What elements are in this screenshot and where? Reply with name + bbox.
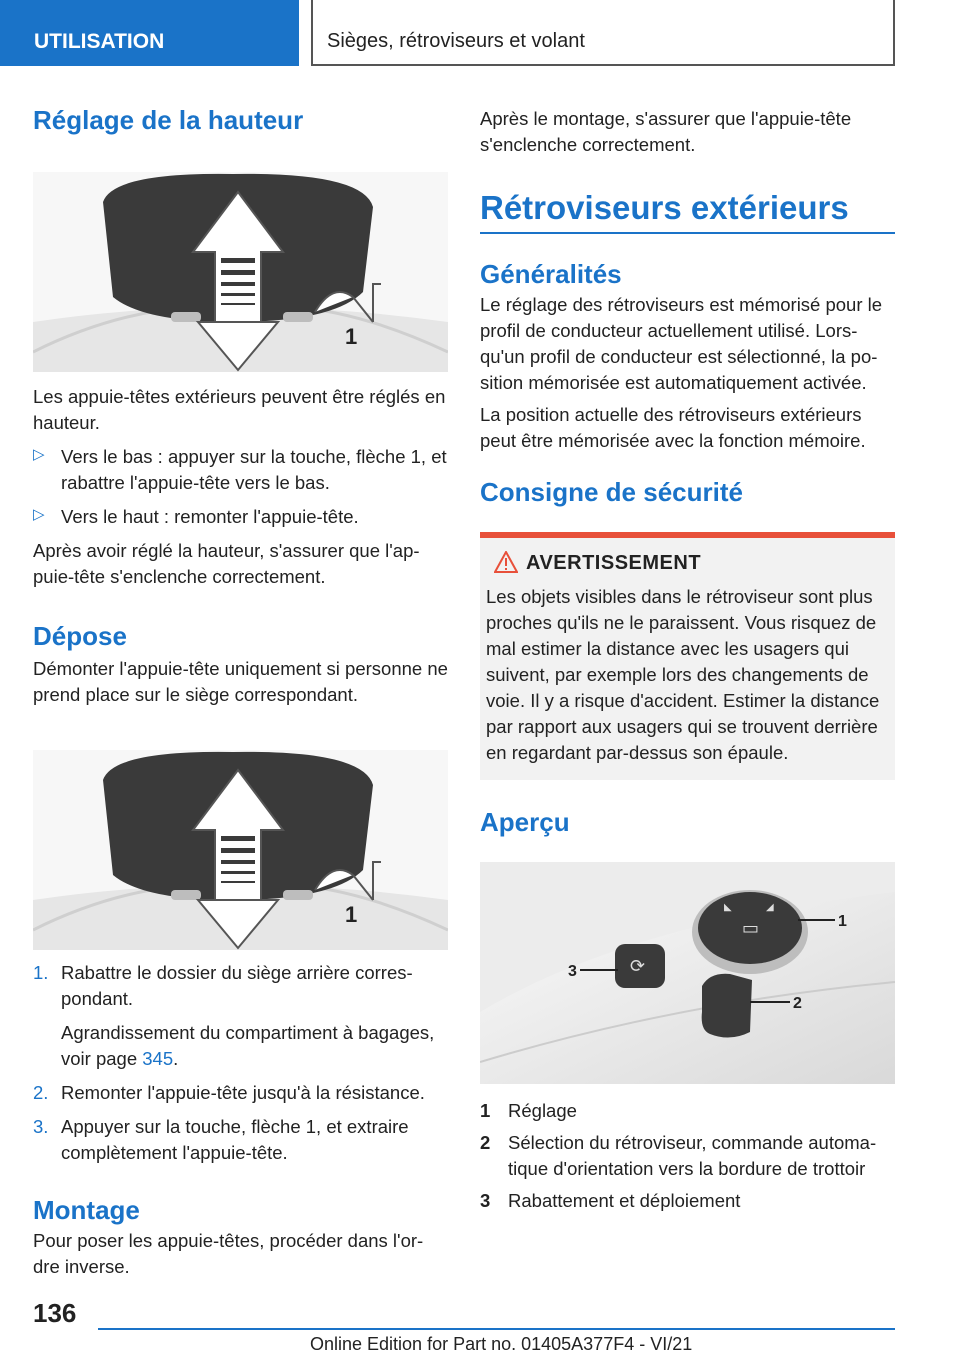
list-item: ▷ Vers le bas : appuyer sur la touche, flèche 1, et rabattre l'appuie-tête vers le bas. [33,446,447,493]
paragraph: Après avoir réglé la hauteur, s'assurer que l'ap-puie-tête s'enclenche correctement. [33,540,420,587]
mirror-controls-figure [480,862,895,1084]
paragraph: Le réglage des rétroviseurs est mémorisé pour le profil de conducteur actuellement utilisé. Lors-qu'un profil de conducteur est sélectionné, la po-sition mémorisée est automatiquement activée. [480,294,883,393]
svg-text:◣: ◣ [724,902,732,913]
triangle-bullet-icon: ▷ [33,446,45,463]
heading-general: Généralités [480,259,622,289]
warning-box [480,532,895,780]
figure-legend [480,1098,895,1214]
paragraph: Après le montage, s'assurer que l'appuie-tête s'enclenche correctement. [480,108,852,155]
triangle-bullet-icon: ▷ [33,506,45,523]
section-tab[interactable]: UTILISATION [0,0,299,66]
list-item: 2. Remonter l'appuie-tête jusqu'à la résistance. [33,1082,425,1103]
paragraph: Pour poser les appuie-têtes, procéder dans l'or-dre inverse. [33,1230,424,1277]
paragraph: Démonter l'appuie-tête uniquement si personne ne prend place sur le siège correspondant. [33,658,448,705]
heading-overview: Aperçu [480,807,570,837]
figure-callout-2: 2 [793,995,802,1012]
svg-text:▭: ▭ [742,918,760,939]
figure-callout-3: 3 [568,963,577,980]
figure1-callout-1: 1 [345,324,358,349]
footer-rule [98,1328,895,1330]
heading-exterior-mirrors: Rétroviseurs extérieurs [480,189,849,226]
page-link[interactable]: 345 [142,1048,174,1069]
warning-title: AVERTISSEMENT [486,548,887,578]
bullet-list [33,444,448,530]
legend-row: 3 Rabattement et déploiement [480,1190,741,1211]
paragraph: Les appuie-têtes extérieurs peuvent être réglés en hauteur. [33,386,446,433]
page-header [0,0,960,66]
heading-rule [480,232,895,234]
chapter-tab[interactable]: Sièges, rétroviseurs et volant [311,0,895,66]
figure-callout-1: 1 [838,913,847,930]
svg-text:⟳: ⟳ [630,956,646,977]
edition-text: Online Edition for Part no. 01405A377F4 - VI/21 [310,1334,693,1354]
legend-row: 2 Sélection du rétroviseur, commande automa-tique d'orientation vers la bordure de trottoir [480,1132,877,1179]
page-number: 136 [33,1298,77,1328]
heading-installation: Montage [33,1195,140,1225]
list-item: 1. Rabattre le dossier du siège arrière corres-pondant. Agrandissement du compartiment à bagages, voir page 345. [33,960,448,1072]
heading-safety: Consigne de sécurité [480,477,743,507]
warning-text: Les objets visibles dans le rétroviseur sont plus proches qu'ils ne le paraissent. Vous risquez de mal estimer la distance avec les usagers qui suivent, par exemple lors des changements de voie. Il y a risque d'accident. Estimer la distance par rapport aux usagers qui se trouvent derrière en regardant par-dessus son épaule. [486,586,880,763]
steps-list [33,960,448,1166]
list-item: 3. Appuyer sur la touche, flèche 1, et extraire complètement l'appuie-tête. [33,1116,409,1163]
list-item: ▷ Vers le haut : remonter l'appuie-tête. [33,506,359,527]
legend-row: 1 Réglage [480,1100,577,1121]
warning-triangle-icon [494,551,518,582]
left-column [33,90,448,1280]
figure2-callout-1: 1 [345,902,358,927]
paragraph: La position actuelle des rétroviseurs extérieurs peut être mémorisée avec la fonction mémoire. [480,404,866,451]
headrest-figure-1 [33,172,448,372]
headrest-illustration-1 [33,172,448,372]
mirror-controls-illustration [480,862,895,1084]
step-sub-paragraph: Agrandissement du compartiment à bagages, voir page 345. [61,1022,435,1069]
svg-text:◢: ◢ [766,902,774,913]
right-column [480,90,895,1220]
heading-removal: Dépose [33,621,127,651]
headrest-figure-2 [33,750,448,950]
heading-height-adjustment: Réglage de la hauteur [33,105,304,135]
headrest-illustration-2 [33,750,448,950]
